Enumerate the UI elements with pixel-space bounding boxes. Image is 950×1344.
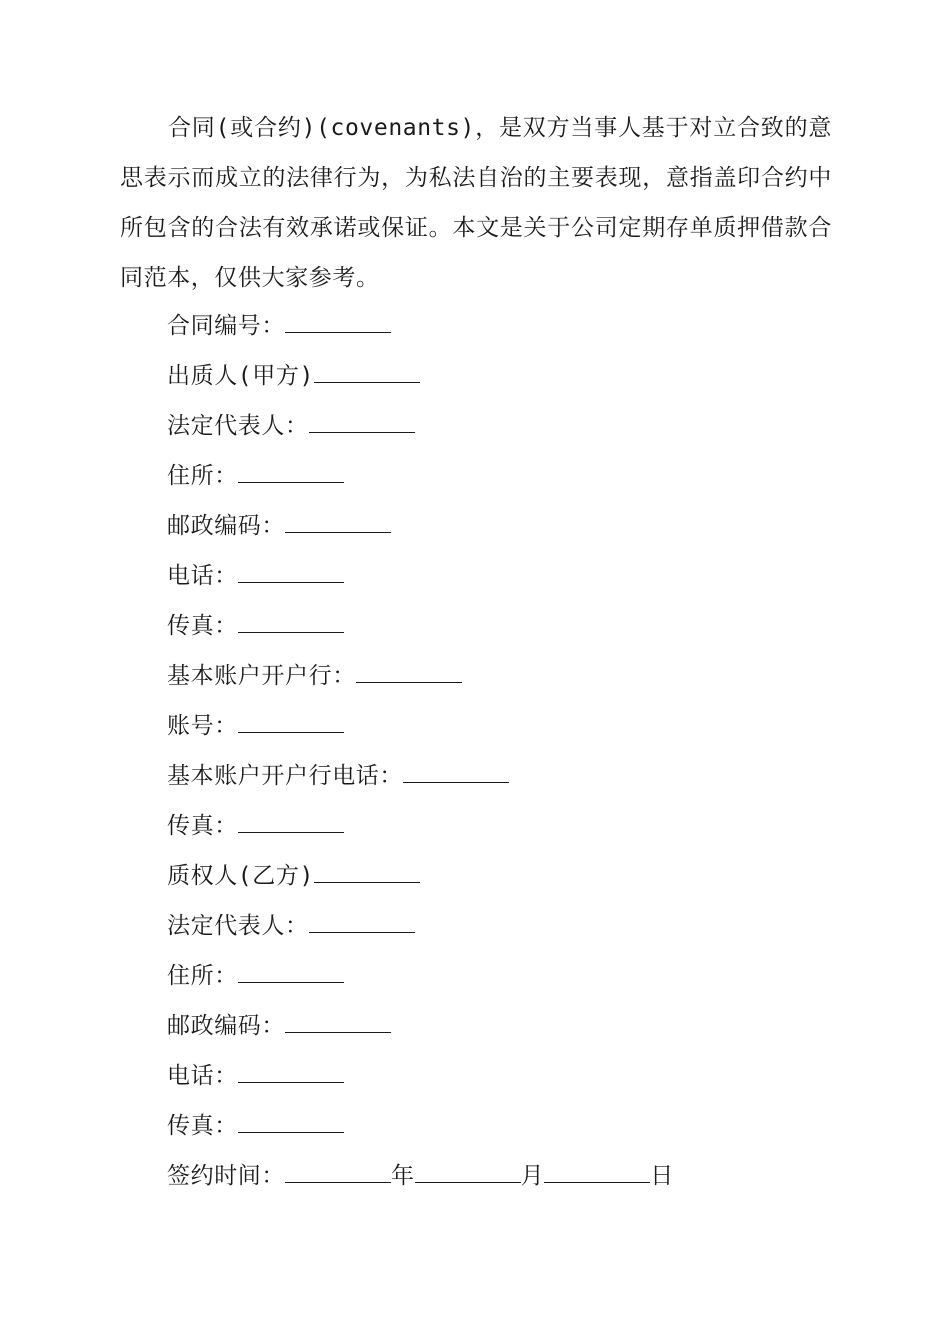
field-phone-b [167, 1053, 827, 1103]
field-bank-a [167, 653, 827, 703]
field-label: 电话： [167, 1063, 238, 1089]
blank-line [238, 481, 344, 483]
blank-line [309, 431, 415, 433]
field-label: 邮政编码： [167, 1013, 285, 1039]
blank-line [238, 1131, 344, 1133]
blank-line [238, 631, 344, 633]
blank-line [544, 1181, 650, 1183]
field-label: 质权人(乙方) [167, 863, 314, 889]
field-contract-number [167, 303, 827, 353]
signing-label: 签约时间： [167, 1163, 285, 1189]
field-label: 出质人(甲方) [167, 363, 314, 389]
field-postcode-b [167, 1003, 827, 1053]
blank-line [238, 981, 344, 983]
year-label: 年 [391, 1163, 415, 1189]
field-bank-fax-a [167, 803, 827, 853]
blank-line [309, 931, 415, 933]
field-label: 合同编号： [167, 313, 285, 339]
blank-line [238, 831, 344, 833]
blank-line [403, 781, 509, 783]
field-pledgor [167, 353, 827, 403]
field-postcode-a [167, 503, 827, 553]
field-label: 电话： [167, 563, 238, 589]
day-label: 日 [650, 1163, 674, 1189]
field-label: 基本账户开户行电话： [167, 763, 403, 789]
field-pledgee [167, 853, 827, 903]
field-label: 账号： [167, 713, 238, 739]
field-label: 传真： [167, 813, 238, 839]
field-label: 传真： [167, 613, 238, 639]
field-address-a [167, 453, 827, 503]
blank-line [415, 1181, 521, 1183]
field-signing-date [167, 1153, 827, 1203]
field-fax-b [167, 1103, 827, 1153]
blank-line [285, 331, 391, 333]
field-label: 住所： [167, 463, 238, 489]
field-fax-a [167, 603, 827, 653]
field-label: 传真： [167, 1113, 238, 1139]
field-legal-rep-b [167, 903, 827, 953]
field-label: 法定代表人： [167, 413, 309, 439]
blank-line [314, 381, 420, 383]
field-label: 住所： [167, 963, 238, 989]
intro-paragraph: 合同(或合约)(covenants)，是双方当事人基于对立合致的意思表示而成立的法律行为，为私法自治的主要表现，意指盖印合约中所包含的合法有效承诺或保证。本文是关于公司定期存单质押借款合同范本，仅供大家参考。 [120, 115, 832, 291]
blank-line [238, 1081, 344, 1083]
field-label: 法定代表人： [167, 913, 309, 939]
field-label: 基本账户开户行： [167, 663, 356, 689]
blank-line [314, 881, 420, 883]
field-account-a [167, 703, 827, 753]
contract-fields [167, 303, 827, 1203]
field-label: 邮政编码： [167, 513, 285, 539]
field-address-b [167, 953, 827, 1003]
blank-line [285, 1031, 391, 1033]
field-phone-a [167, 553, 827, 603]
field-legal-rep-a [167, 403, 827, 453]
blank-line [238, 581, 344, 583]
blank-line [356, 681, 462, 683]
month-label: 月 [520, 1163, 545, 1189]
blank-line [285, 1181, 391, 1183]
field-bank-phone-a [167, 753, 827, 803]
blank-line [285, 531, 391, 533]
blank-line [238, 731, 344, 733]
